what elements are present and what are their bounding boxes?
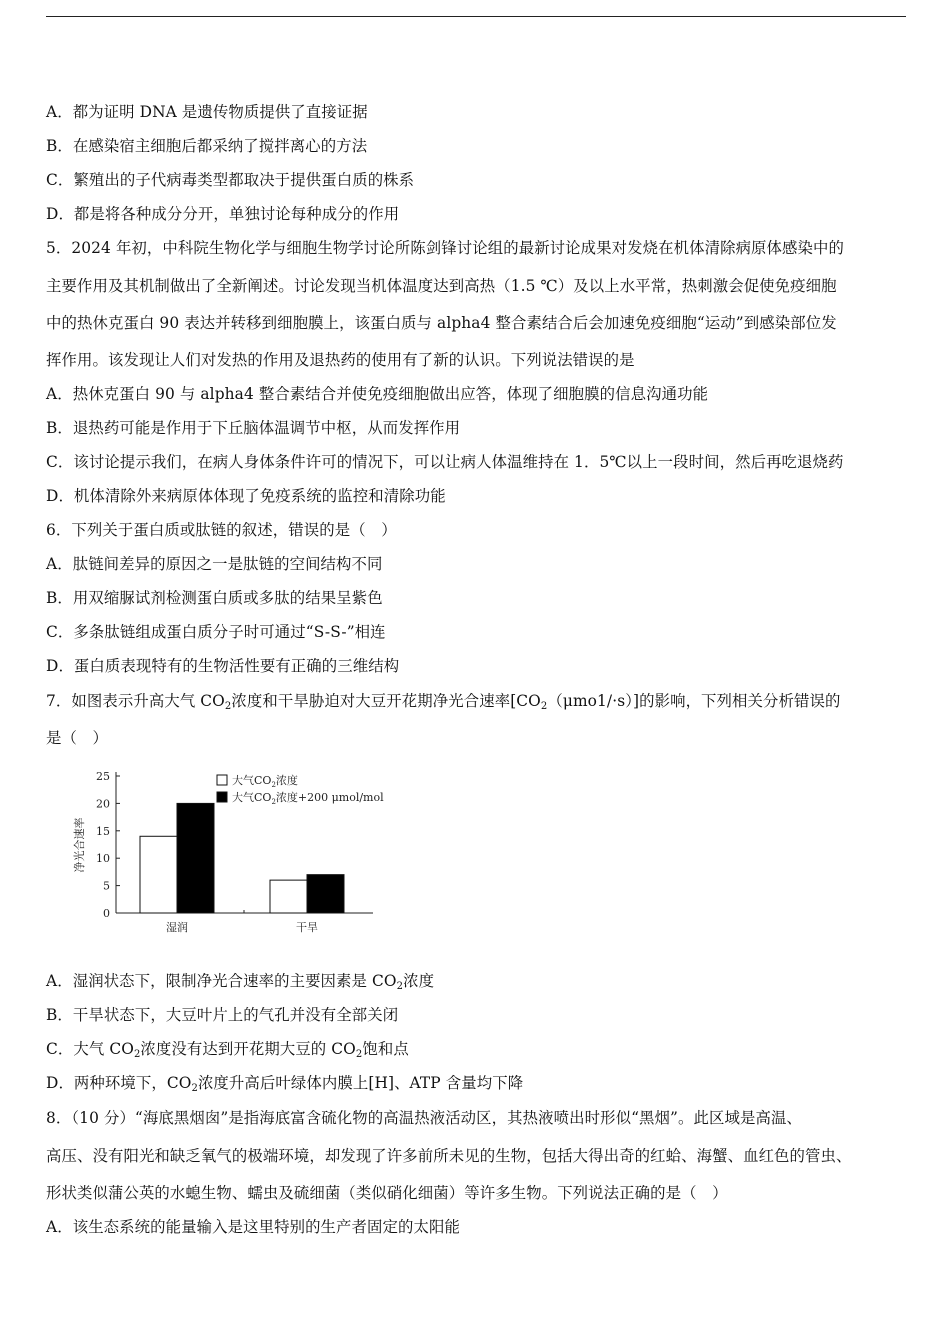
q5-stem-line-3: 中的热休克蛋白 90 表达并转移到细胞膜上，该蛋白质与 alpha4 整合素结合后会加速免疫细胞“运动”到感染部位发 (46, 314, 837, 332)
y-tick-label: 10 (96, 852, 110, 866)
q8-option-a: A．该生态系统的能量输入是这里特别的生产者固定的太阳能 (46, 1218, 460, 1236)
q6-option-b: B．用双缩脲试剂检测蛋白质或多肽的结果呈紫色 (46, 589, 383, 607)
q7-option-b: B．干旱状态下，大豆叶片上的气孔并没有全部关闭 (46, 1006, 399, 1024)
q5-option-d: D．机体清除外来病原体体现了免疫系统的监控和清除功能 (46, 487, 446, 505)
bar-0-1 (177, 803, 214, 913)
q4-option-b: B．在感染宿主细胞后都采纳了搅拌离心的方法 (46, 137, 368, 155)
q6-stem: 6．下列关于蛋白质或肽链的叙述，错误的是（ ） (46, 521, 397, 539)
q5-stem-line-4: 挥作用。该发现让人们对发热的作用及退热药的使用有了新的认识。下列说法错误的是 (46, 351, 635, 369)
bar-1-0 (270, 880, 307, 913)
legend-label-ambient: 大气$CO_2$浓度 (232, 774, 298, 789)
legend-swatch-elevated (217, 792, 227, 802)
bar-0-0 (140, 836, 177, 913)
q6-option-c: C．多条肽链组成蛋白质分子时可通过“S-S-”相连 (46, 623, 386, 641)
legend-label-elevated: 大气$CO_2$浓度+200 μmol/mol (232, 791, 384, 806)
q8-stem-line-3: 形状类似蒲公英的水螅生物、蠕虫及硫细菌（类似硝化细菌）等许多生物。下列说法正确的是（ ） (46, 1184, 728, 1202)
q6-option-d: D．蛋白质表现特有的生物活性要有正确的三维结构 (46, 657, 400, 675)
q5-option-b: B．退热药可能是作用于下丘脑体温调节中枢，从而发挥作用 (46, 419, 461, 437)
q8-stem-line-1: 8．（10 分）“海底黑烟囱”是指海底富含硫化物的高温热液活动区，其热液喷出时形似“黑烟”。此区域是高温、 (46, 1109, 802, 1127)
x-category-label: 干旱 (296, 921, 318, 934)
legend-swatch-ambient (217, 775, 227, 785)
q8-stem-line-2: 高压、没有阳光和缺乏氧气的极端环境，却发现了许多前所未见的生物，包括大得出奇的红蛤、海蟹、血红色的管虫、 (46, 1147, 852, 1165)
q5-option-a: A．热休克蛋白 90 与 alpha4 整合素结合并使免疫细胞做出应答，体现了细胞膜的信息沟通功能 (46, 385, 709, 403)
q4-option-c: C．繁殖出的子代病毒类型都取决于提供蛋白质的株系 (46, 171, 415, 189)
q5-option-c: C．该讨论提示我们，在病人身体条件许可的情况下，可以让病人体温维持在 1．5℃以上一段时间，然后再吃退烧药 (46, 453, 844, 471)
q7-stem-line-2: 是（ ） (46, 729, 108, 747)
chart-ylabel: 净光合速率 (73, 817, 86, 873)
bar-1-1 (307, 875, 344, 913)
x-category-label: 湿润 (166, 921, 188, 934)
q7-option-d: D．两种环境下，$CO_2$浓度升高后叶绿体内膜上[H]、ATP 含量均下降 (46, 1074, 524, 1094)
y-tick-label: 0 (103, 907, 110, 920)
y-tick-label: 25 (96, 770, 110, 783)
bar-chart (70, 760, 410, 940)
q5-stem-line-2: 主要作用及其机制做出了全新阐述。讨论发现当机体温度达到高热（1.5 ℃）及以上水平常，热刺激会促使免疫细胞 (46, 277, 837, 295)
q5-stem-line-1: 5．2024 年初，中科院生物化学与细胞生物学讨论所陈剑锋讨论组的最新讨论成果对发烧在机体清除病原体感染中的 (46, 239, 845, 257)
q4-option-d: D．都是将各种成分分开，单独讨论每种成分的作用 (46, 205, 400, 223)
y-tick-label: 15 (96, 824, 110, 838)
header-rule (46, 16, 906, 17)
y-tick-label: 20 (96, 797, 110, 811)
y-tick-label: 5 (103, 879, 110, 893)
q7-option-a: A．湿润状态下，限制净光合速率的主要因素是 $CO_2$浓度 (46, 972, 435, 992)
q7-option-c: C．大气 $CO_2$浓度没有达到开花期大豆的 $CO_2$饱和点 (46, 1040, 409, 1060)
q4-option-a: A．都为证明 DNA 是遗传物质提供了直接证据 (46, 103, 368, 121)
q7-stem-line-1: 7．如图表示升高大气 $CO_2$浓度和干旱胁迫对大豆开花期净光合速率$[CO_2(\mu mo1/\cdot s)]$的影响，下列相关分析错误的 (46, 692, 841, 712)
q6-option-a: A．肽链间差异的原因之一是肽链的空间结构不同 (46, 555, 383, 573)
